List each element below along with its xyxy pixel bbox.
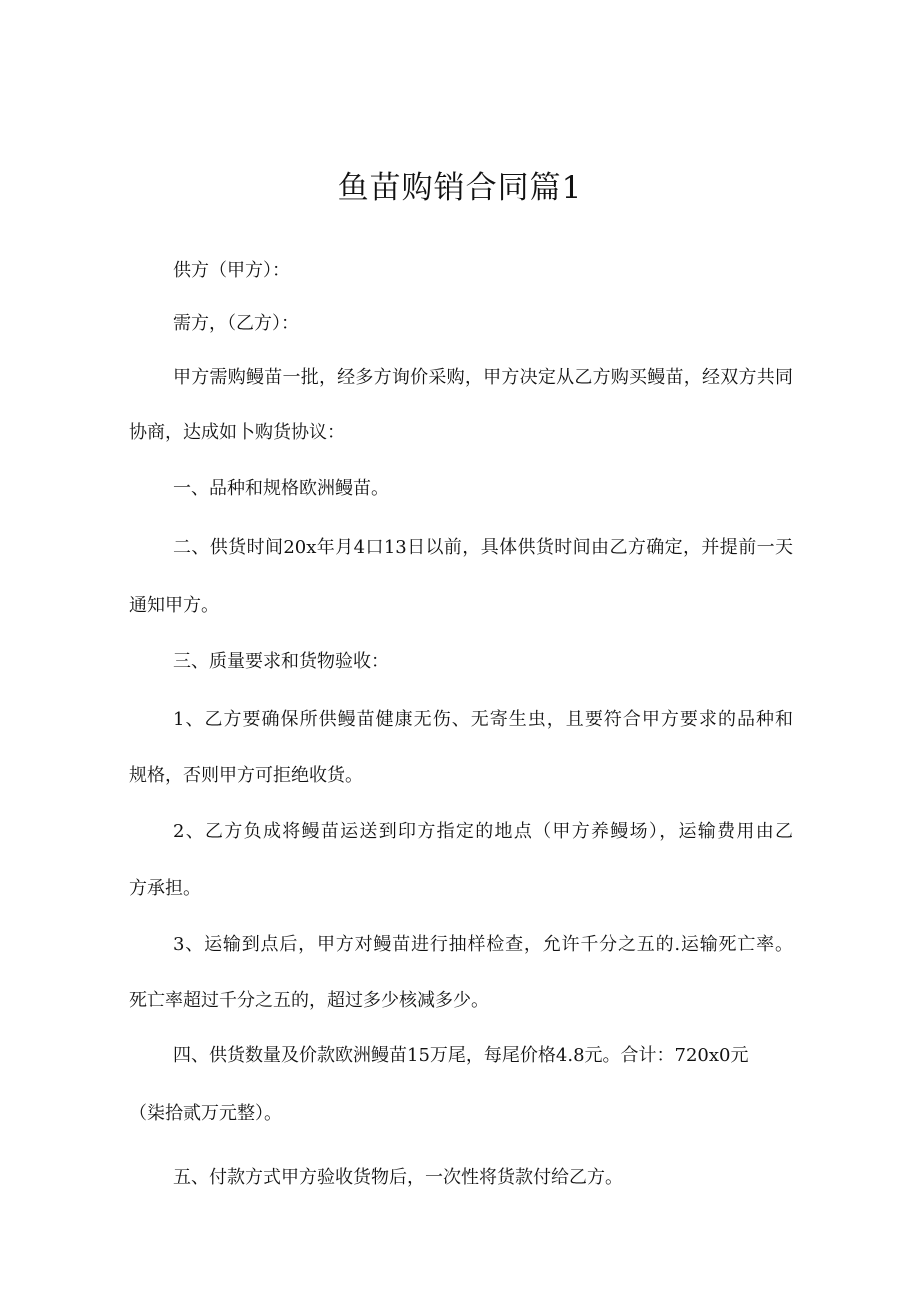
clause-5: 五、付款方式甲方验收货物后，一次性将货款付给乙方。 [173,1167,623,1188]
clause-3-1-line-1: 1、乙方要确保所供鳗苗健康无伤、无寄生虫，且要符合甲方要求的品种和 [173,709,793,730]
supplier-line: 供方（甲方）： [173,260,290,281]
clause-3-3-line-1: 3、运输到点后，甲方对鳗苗进行抽样检查，允许千分之五的.运输死亡率。 [173,934,793,955]
clause-2-line-2: 通知甲方。 [129,595,219,616]
clause-3-3-line-2: 死亡率超过千分之五的，超过多少核减多少。 [129,990,489,1011]
buyer-line: 需方，（乙方）： [173,313,299,334]
intro-line-1: 甲方需购鳗苗一批，经多方询价采购，甲方决定从乙方购买鳗苗，经双方共同 [173,367,793,388]
clause-3-heading: 三、质量要求和货物验收： [173,651,389,672]
document-title: 鱼苗购销合同篇1 [337,170,583,206]
clause-3-2-line-2: 方承担。 [129,878,201,899]
clause-4-line-1: 四、供货数量及价款欧洲鳗苗15万尾，每尾价格4.8元。合计：720x0元 [173,1045,749,1066]
clause-4-line-2: （柒拾贰万元整）。 [129,1103,282,1124]
clause-3-1-line-2: 规格，否则甲方可拒绝收货。 [129,765,363,786]
intro-line-2: 协商，达成如卜购货协议： [129,422,345,443]
clause-3-2-line-1: 2、乙方负成将鳗苗运送到印方指定的地点（甲方养鳗场），运输费用由乙 [173,821,793,842]
clause-2-line-1: 二、供货时间20x年月4口13日以前，具体供货时间由乙方确定，并提前一天 [173,537,793,558]
clause-1: 一、品种和规格欧洲鳗苗。 [173,478,389,499]
